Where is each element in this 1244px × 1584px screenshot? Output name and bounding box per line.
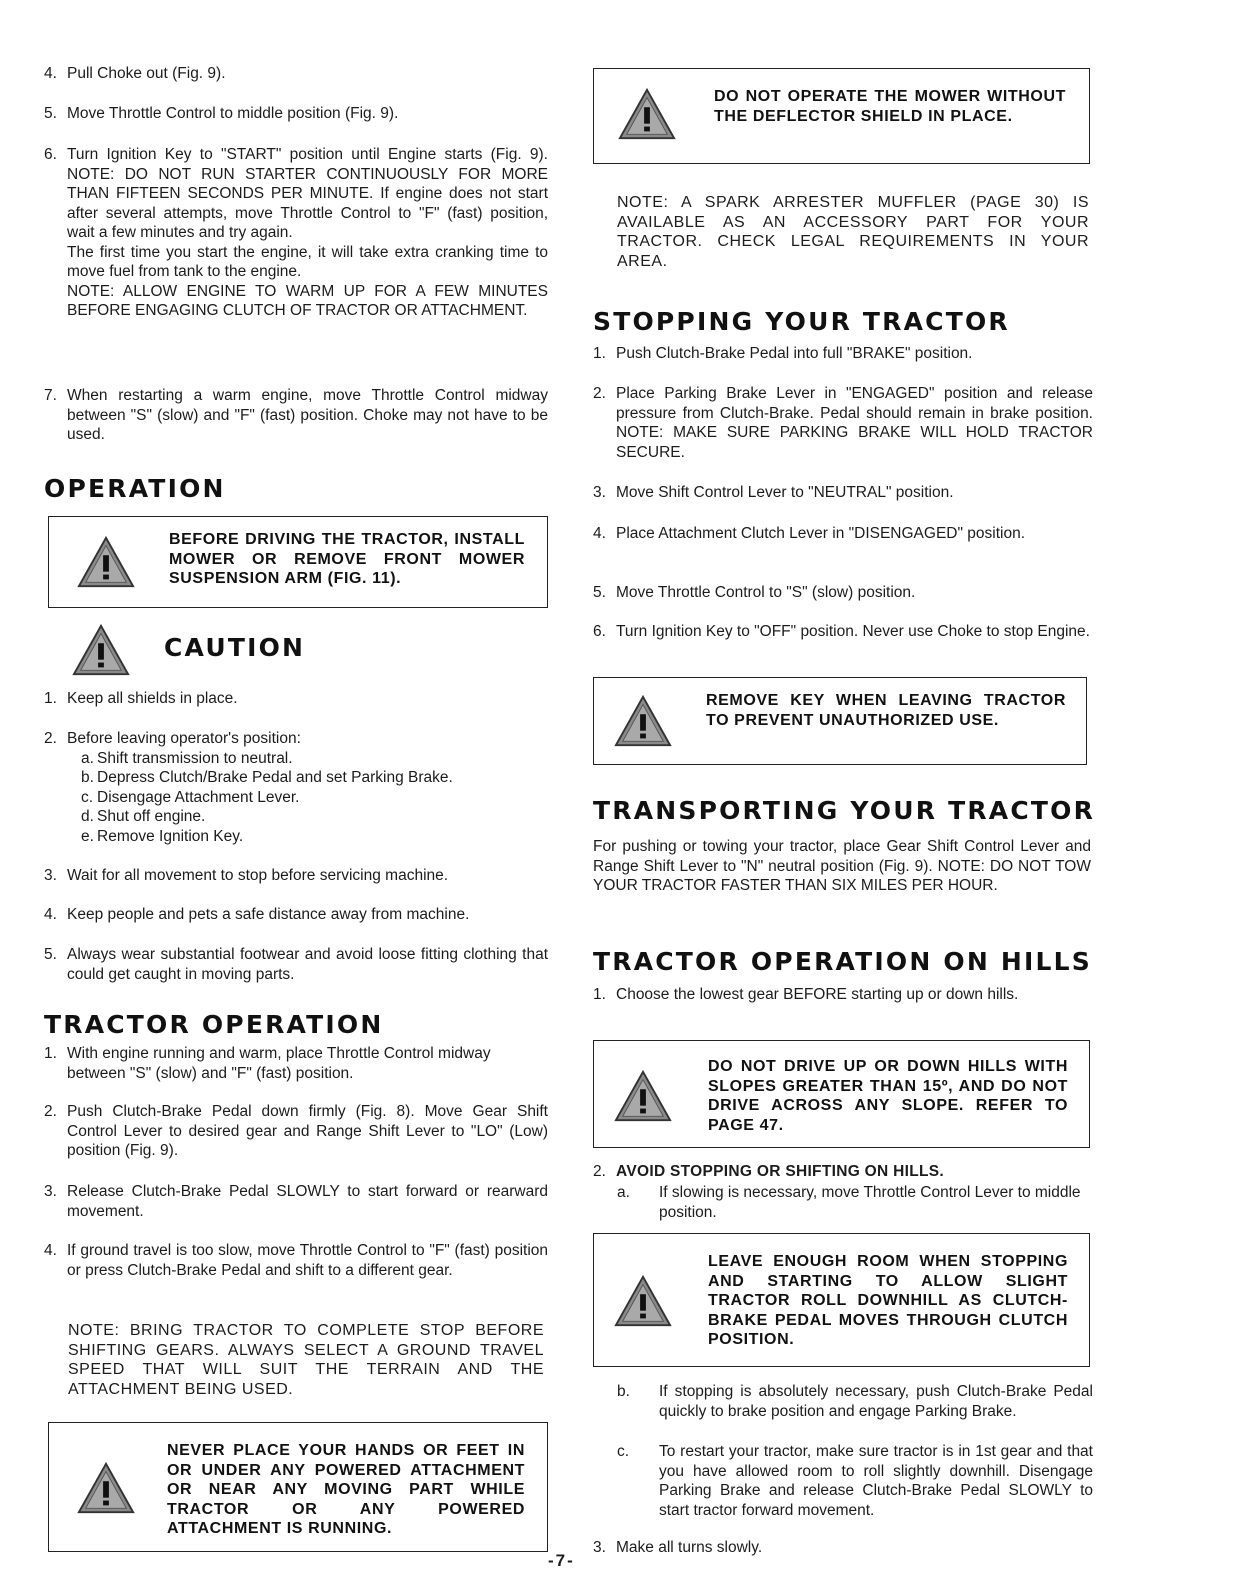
stopping-step-6: 6. Turn Ignition Key to "OFF" position. Never use Choke to stop Engine. — [593, 623, 1090, 640]
warning-triangle-icon — [618, 87, 676, 141]
start-step-7: 7. When restarting a warm engine, move Throttle Control midway between "S" (slow) and "F" (fast) position. Choke may not have to be used. — [44, 387, 548, 443]
tractor-op-step-3: 3. Release Clutch-Brake Pedal SLOWLY to start forward or rearward movement. — [44, 1183, 548, 1220]
stopping-step-1: 1. Push Clutch-Brake Pedal into full "BRAKE" position. — [593, 345, 973, 362]
caution-item-2: 2. Before leaving operator's position: a. Shift transmission to neutral. b. Depress Clutch/Brake Pedal and set Parking Brake. c. Disengage Attachment Lever. d. Shut off engine. e. Remove Ignition Key. — [44, 730, 453, 845]
remove-key-warning-box — [593, 677, 1087, 765]
stopping-step-3: 3. Move Shift Control Lever to "NEUTRAL" position. — [593, 484, 954, 501]
tractor-op-note: NOTE: BRING TRACTOR TO COMPLETE STOP BEFORE SHIFTING GEARS. ALWAYS SELECT A GROUND TRAVEL SPEED THAT WILL SUIT THE TERRAIN AND THE ATTACHMENT BEING USED. — [68, 1322, 544, 1398]
warning-triangle-icon — [614, 1069, 672, 1123]
deflector-warning-box — [593, 68, 1090, 164]
tractor-op-step-1: 1. With engine running and warm, place Throttle Control midway between "S" (slow) and "F" (fast) position. — [44, 1045, 491, 1082]
tractor-op-step-2: 2. Push Clutch-Brake Pedal down firmly (Fig. 8). Move Gear Shift Control Lever to desired gear and Range Shift Lever to "LO" (Low) position (Fig. 9). — [44, 1103, 548, 1159]
hills-sub-b: b. If stopping is absolutely necessary, push Clutch-Brake Pedal quickly to brake position and engage Parking Brake. — [617, 1383, 1093, 1420]
start-step-4: 4. Pull Choke out (Fig. 9). — [44, 65, 226, 82]
transporting-text: For pushing or towing your tractor, place Gear Shift Control Lever and Range Shift Lever to "N" neutral position (Fig. 9). NOTE: DO NOT TOW YOUR TRACTOR FASTER THAN SIX MILES PER HOUR. — [593, 838, 1091, 894]
slopes-warning-text: DO NOT DRIVE UP OR DOWN HILLS WITH SLOPES GREATER THAN 15º, AND DO NOT DRIVE ACROSS ANY SLOPE. REFER TO PAGE 47. — [708, 1058, 1068, 1134]
roll-warning-text: LEAVE ENOUGH ROOM WHEN STOPPING AND STARTING TO ALLOW SLIGHT TRACTOR ROLL DOWNHILL AS CLUTCH-BRAKE PEDAL MOVES THROUGH CLUTCH POSITION. — [708, 1253, 1068, 1348]
warning-triangle-icon — [614, 694, 672, 748]
warning-triangle-icon — [77, 1461, 135, 1515]
page-number: -7- — [548, 1551, 575, 1570]
stopping-step-2: 2. Place Parking Brake Lever in "ENGAGED" position and release pressure from Clutch-Brake. Pedal should remain in brake position. NOTE: MAKE SURE PARKING BRAKE WILL HOLD TRACTOR SECURE. — [593, 385, 1093, 461]
deflector-warning-text: DO NOT OPERATE THE MOWER WITHOUT THE DEFLECTOR SHIELD IN PLACE. — [714, 88, 1066, 125]
warning-triangle-icon — [614, 1274, 672, 1328]
caution-heading: CAUTION — [164, 633, 306, 662]
stopping-heading: STOPPING YOUR TRACTOR — [593, 307, 1010, 336]
hands-feet-warning-text: NEVER PLACE YOUR HANDS OR FEET IN OR UNDER ANY POWERED ATTACHMENT OR NEAR ANY MOVING PART WHILE TRACTOR OR ANY POWERED ATTACHMENT IS RUNNING. — [167, 1442, 525, 1537]
hills-sub-a: a. If slowing is necessary, move Throttle Control Lever to middle position. — [617, 1184, 1081, 1221]
caution-item-4: 4. Keep people and pets a safe distance away from machine. — [44, 906, 470, 923]
operation-warning-text: BEFORE DRIVING THE TRACTOR, INSTALL MOWER OR REMOVE FRONT MOWER SUSPENSION ARM (FIG. 11). — [169, 531, 525, 587]
hills-sub-c: c. To restart your tractor, make sure tractor is in 1st gear and that you have allowed room to roll slightly downhill. Disengage Parking Brake and release Clutch-Brake Pedal SLOWLY to start tractor forward movement. — [617, 1443, 1093, 1519]
caution-item-1: 1. Keep all shields in place. — [44, 690, 238, 707]
roll-warning-box — [593, 1233, 1090, 1367]
stopping-step-4: 4. Place Attachment Clutch Lever in "DISENGAGED" position. — [593, 525, 1026, 542]
hills-step-3: 3. Make all turns slowly. — [593, 1539, 763, 1556]
hills-step-2: 2. AVOID STOPPING OR SHIFTING ON HILLS. — [593, 1163, 944, 1180]
spark-arrester-note: NOTE: A SPARK ARRESTER MUFFLER (PAGE 30) IS AVAILABLE AS AN ACCESSORY PART FOR YOUR TRACTOR. CHECK LEGAL REQUIREMENTS IN YOUR AREA. — [617, 194, 1089, 270]
caution-item-3: 3. Wait for all movement to stop before servicing machine. — [44, 867, 449, 884]
tractor-operation-heading: TRACTOR OPERATION — [44, 1010, 384, 1039]
warning-triangle-icon — [77, 535, 135, 589]
caution-item-5: 5. Always wear substantial footwear and avoid loose fitting clothing that could get caught in moving parts. — [44, 946, 548, 983]
slopes-warning-box — [593, 1040, 1090, 1148]
hands-feet-warning-box — [48, 1422, 548, 1552]
hills-step-1: 1. Choose the lowest gear BEFORE starting up or down hills. — [593, 986, 1019, 1003]
operation-heading: OPERATION — [44, 474, 226, 503]
transporting-heading: TRANSPORTING YOUR TRACTOR — [593, 796, 1096, 825]
caution-triangle-icon — [72, 623, 130, 677]
operation-warning-box — [48, 516, 548, 608]
start-step-5: 5. Move Throttle Control to middle position (Fig. 9). — [44, 105, 399, 122]
remove-key-warning-text: REMOVE KEY WHEN LEAVING TRACTOR TO PREVENT UNAUTHORIZED USE. — [706, 692, 1066, 729]
start-step-6: 6. Turn Ignition Key to "START" position until Engine starts (Fig. 9). NOTE: DO NOT RUN STARTER CONTINUOUSLY FOR MORE THAN FIFTEEN SECONDS PER MINUTE. If engine does not start after several attempts, move Throttle Control to "F" (fast) position, wait a few minutes and try again. The first time you start the engine, it will take extra cranking time to move fuel from tank to the engine. NOTE: ALLOW ENGINE TO WARM UP FOR A FEW MINUTES BEFORE ENGAGING CLUTCH OF TRACTOR OR ATTACHMENT. — [44, 146, 548, 319]
stopping-step-5: 5. Move Throttle Control to "S" (slow) position. — [593, 584, 916, 601]
hills-heading: TRACTOR OPERATION ON HILLS — [593, 947, 1092, 976]
tractor-op-step-4: 4. If ground travel is too slow, move Throttle Control to "F" (fast) position or press Clutch-Brake Pedal and shift to a different gear. — [44, 1242, 548, 1279]
